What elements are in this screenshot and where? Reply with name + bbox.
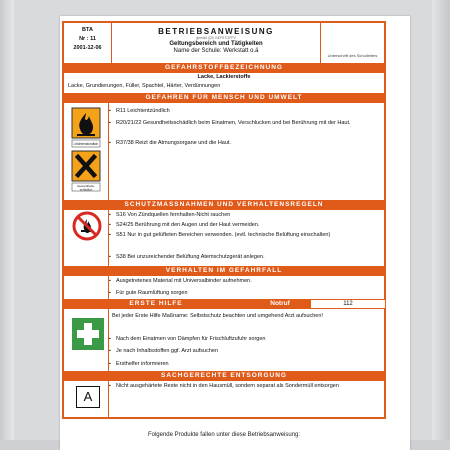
document-date: 2001-12-06 bbox=[73, 45, 102, 51]
signature-field: Unterschrift des Schulleiters bbox=[320, 23, 384, 64]
svg-text:Leichtentzündlich: Leichtentzündlich bbox=[73, 142, 99, 146]
svg-text:schädlich: schädlich bbox=[79, 187, 93, 192]
section-bar-hazards: GEFAHREN FÜR MENSCH UND UMWELT bbox=[62, 93, 386, 103]
footer-note: Folgende Produkte fallen unter diese Betriebsanweisung: bbox=[147, 432, 301, 438]
document-id-block bbox=[64, 23, 112, 64]
hazard-item: ▪ R11 Leichtentzündlich bbox=[116, 108, 378, 115]
substance-name: Lacke, Lackierstoffe bbox=[197, 74, 251, 80]
sleeve-right-edge bbox=[432, 0, 450, 450]
notruf-label: Notruf bbox=[270, 300, 290, 307]
firstaid-item: ▪ Ersthelfer informieren bbox=[116, 361, 378, 368]
hazard-item: ▪ R37/38 Reizt die Atmungsorgane und die Haut. bbox=[116, 140, 378, 147]
section-bar-protection: SCHUTZMASSNAHMEN UND VERHALTENSREGELN bbox=[62, 200, 386, 210]
firstaid-item: ▪ Je nach Inhaltsstoffen ggf. Arzt aufsuchen bbox=[116, 348, 378, 355]
title-block bbox=[112, 23, 320, 64]
first-aid-cross-icon bbox=[72, 318, 104, 350]
hazard-item: ▪ R20/21/22 Gesundheitsschädlich beim Einatmen, Verschlucken und bei Berührung mit der Haut. bbox=[116, 120, 378, 127]
firstaid-intro: Bei jeder Erste Hilfe Maßname: Selbstschutz beachten und umgehend Arzt aufsuchen! bbox=[112, 313, 323, 319]
firstaid-item: ▪ Nach dem Einatmen von Dämpfen für Frischluftzufuhr sorgen bbox=[116, 336, 378, 343]
flame-icon bbox=[72, 108, 100, 138]
sleeve-left-edge bbox=[0, 0, 14, 450]
school-label: Name der Schule: Werkstatt o.ä bbox=[173, 48, 259, 54]
protection-item: ▪ S16 Von Zündquellen fernhalten-Nicht rauchen bbox=[116, 212, 378, 219]
notruf-number: 112 bbox=[310, 299, 386, 309]
document-code: BTA bbox=[82, 27, 93, 33]
no-fire-icon bbox=[72, 211, 102, 241]
section-bar-disposal: SACHGERECHTE ENTSORGUNG bbox=[62, 371, 386, 381]
section-bar-firstaid: ERSTE HILFE bbox=[62, 299, 250, 309]
disposal-symbol: A bbox=[76, 386, 100, 408]
scope-label: Geltungsbereich und Tätigkeiten bbox=[169, 41, 263, 47]
section-bar-substance: GEFAHRSTOFFBEZEICHNUNG bbox=[62, 63, 386, 73]
document-header bbox=[62, 21, 386, 64]
document-title: BETRIEBSANWEISUNG bbox=[158, 27, 274, 36]
protection-item: ▪ S24/25 Berührung mit den Augen und der Haut vermeiden. bbox=[116, 222, 378, 229]
protection-item: ▪ S38 Bei unzureichender Belüftung Atemschutzgerät anlegen. bbox=[116, 254, 378, 261]
document-number: Nr : 11 bbox=[79, 36, 96, 42]
document-subtitle: gemäß §20 GEFSTOFFV bbox=[196, 36, 236, 40]
svg-text:Gesundheits-: Gesundheits- bbox=[77, 184, 95, 188]
disposal-item: ▪ Nicht ausgehärtete Reste nicht in den Hausmüll, sondern separat als Sondermüll entsorgen bbox=[116, 383, 378, 390]
section-bar-danger: VERHALTEN IM GEFAHRFALL bbox=[62, 266, 386, 276]
hazard-divider bbox=[108, 103, 109, 200]
substance-detail: Lacke, Grundierungen, Füller, Spachtel, Härter, Verdünnungen bbox=[68, 83, 221, 89]
danger-item: ▪ Für gute Raumlüftung sorgen bbox=[116, 290, 378, 297]
danger-item: ▪ Ausgetretenes Material mit Universalbinder aufnehmen. bbox=[116, 278, 378, 285]
protection-item: ▪ S51 Nur in gut gelüfteten Bereichen verwenden. (evtl. technische Belüftung einschalten) bbox=[116, 232, 378, 239]
harmful-x-icon bbox=[72, 151, 100, 181]
hazard-symbols bbox=[71, 107, 101, 193]
